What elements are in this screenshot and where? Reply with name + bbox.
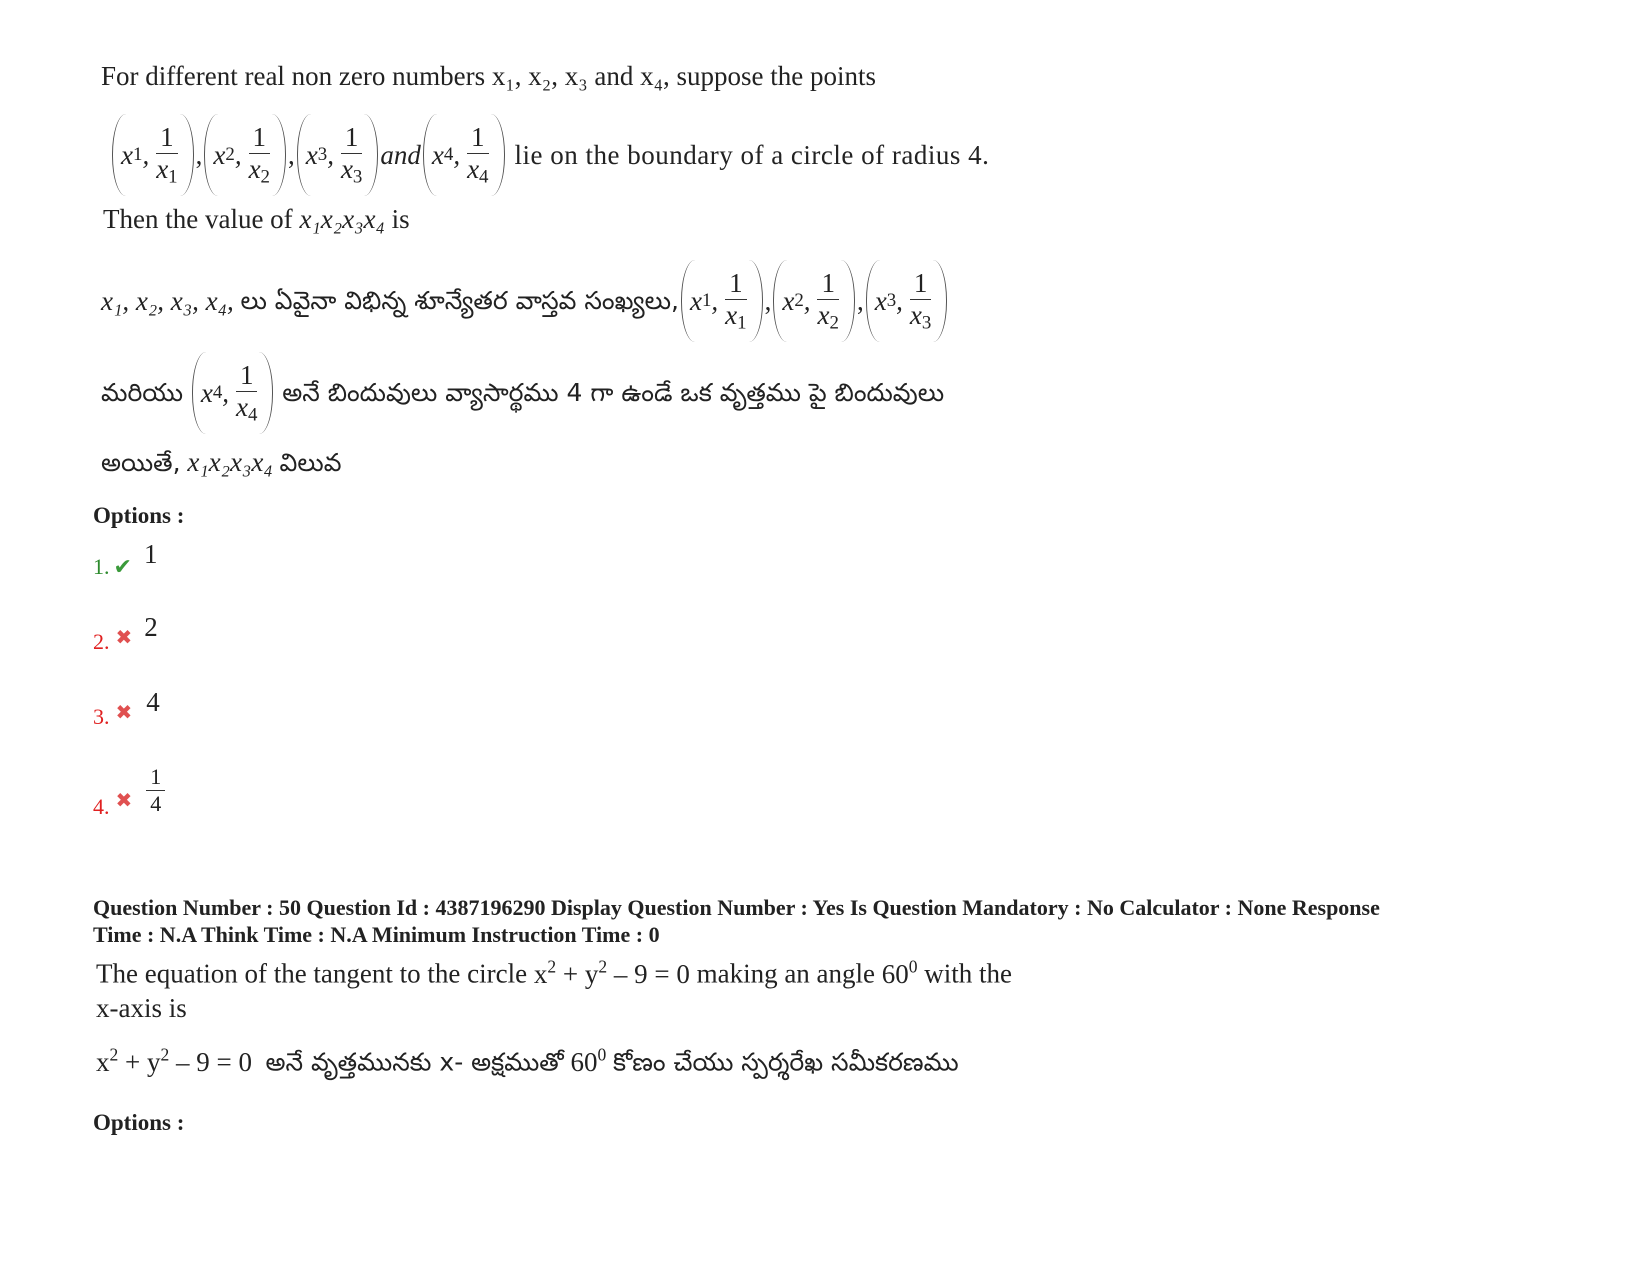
- point-3: x 3 , $\frac{1}{x_3}$: [297, 114, 379, 196]
- line3-expr: x₁x₂x₃x₄: [299, 204, 385, 234]
- q50-text-mid: making an angle: [696, 958, 876, 989]
- q49-line1: For different real non zero numbers x₁, x₂, x₃ and x₄, suppose the points: [101, 61, 876, 91]
- te-line1-text: లు ఏవైనా విభిన్న శూన్యేతర వాస్తవ సంఖ్యలు,: [240, 286, 679, 315]
- q50-text-prefix: The equation of the tangent to the circle: [96, 958, 528, 989]
- option-4-numerator: 1: [146, 764, 165, 790]
- te-line3-suffix: విలువ: [279, 448, 342, 477]
- q50-options-label: Options :: [93, 1110, 185, 1135]
- option-1[interactable]: [93, 540, 157, 580]
- point-4: x 4 , $\frac{1}{x_4}$: [423, 114, 505, 196]
- circle-equation: $x^2 + y^2 - 9 = 0$: [533, 956, 690, 989]
- option-4-number: 4.: [93, 794, 110, 819]
- te-angle-value: $60^0$: [570, 1044, 607, 1077]
- q49-te-line1: x₁, x₂, x₃, x₄, లు ఏవైనా విభిన్న శూన్యేతర వాస్తవ సంఖ్యలు, x 1 , $\frac{1}{x_1}$ , x 2 , $\frac{1}{x_2}$ , x 3 , $\frac{1}{x_3}$: [101, 258, 949, 344]
- q49-options-label: Options :: [93, 503, 185, 528]
- line3-prefix: Then the value of: [103, 204, 293, 234]
- option-2-number: 2.: [93, 629, 110, 654]
- te-point-1: x 1 , $\frac{1}{x_1}$: [681, 260, 763, 342]
- q49-te-line2: [101, 350, 944, 436]
- option-4-fraction: [146, 764, 165, 816]
- q50-text-suffix: with the: [924, 958, 1013, 989]
- q50-te-line: [96, 1044, 959, 1078]
- q50-te-end: కోణం చేయు స్పర్శరేఖ సమీకరణము: [612, 1047, 959, 1077]
- points-tail: lie on the boundary of a circle of radius 4.: [514, 139, 990, 170]
- te-vars: x₁, x₂, x₃, x₄,: [101, 285, 234, 316]
- q50-meta-line1: Question Number : 50 Question Id : 4387196290 Display Question Number : Yes Is Question Mandatory : No Calculator : None Response: [93, 895, 1380, 920]
- option-3[interactable]: [93, 687, 160, 730]
- q50-meta: [93, 894, 1493, 948]
- cross-icon: ✖: [115, 788, 133, 812]
- q49-points-line: x 1 , $\frac{1}{x_1}$ , x 2 , $\frac{1}{x_2}$ , x 3 , $\frac{1}{x_3}$ and x 4 , $\frac{1}{x_4}$ lie on the boundary of a circle of radius 4.: [110, 112, 989, 198]
- option-2-value: 2: [144, 612, 158, 642]
- point-1: x 1 , $\frac{1}{x_1}$: [112, 114, 194, 196]
- cross-icon: ✖: [115, 625, 133, 649]
- option-3-number: 3.: [93, 704, 110, 729]
- option-3-value: 4: [146, 687, 160, 717]
- option-4[interactable]: [93, 760, 168, 820]
- te-line2-suffix: అనే బిందువులు వ్యాసార్థము 4 గా ఉండే ఒక వృత్తము పై బిందువులు: [282, 378, 945, 407]
- option-4-denominator: 4: [150, 790, 162, 816]
- and-word: and: [380, 139, 421, 170]
- q50-text-line1: [96, 956, 1012, 990]
- te-point-3: x 3 , $\frac{1}{x_3}$: [866, 260, 948, 342]
- angle-value: $60^0$: [881, 956, 918, 989]
- option-1-number: 1.: [93, 554, 110, 579]
- option-1-value: 1: [143, 539, 158, 569]
- q50-text-line2: x-axis is: [96, 993, 187, 1023]
- te-point-4: x 4 , $\frac{1}{x_4}$: [192, 352, 274, 434]
- option-2[interactable]: [93, 612, 158, 655]
- q50-meta-line2: Time : N.A Think Time : N.A Minimum Instruction Time : 0: [93, 922, 660, 947]
- q49-te-line3: [101, 446, 341, 478]
- line3-suffix: is: [391, 204, 410, 234]
- q49-line3: [103, 203, 410, 235]
- te-circle-equation: $x^2 + y^2 - 9 = 0$: [96, 1044, 252, 1077]
- point-2: x 2 , $\frac{1}{x_2}$: [204, 114, 286, 196]
- te-line3-prefix: అయితే,: [101, 448, 181, 477]
- te-point-2: x 2 , $\frac{1}{x_2}$: [773, 260, 855, 342]
- cross-icon: ✖: [115, 700, 133, 724]
- te-line2-prefix: మరియు: [101, 378, 184, 407]
- check-icon: ✔: [113, 555, 132, 580]
- q50-te-suffix: అనే వృత్తమునకు x- అక్షముతో: [265, 1047, 564, 1077]
- te-line3-expr: x₁x₂x₃x₄: [187, 447, 273, 477]
